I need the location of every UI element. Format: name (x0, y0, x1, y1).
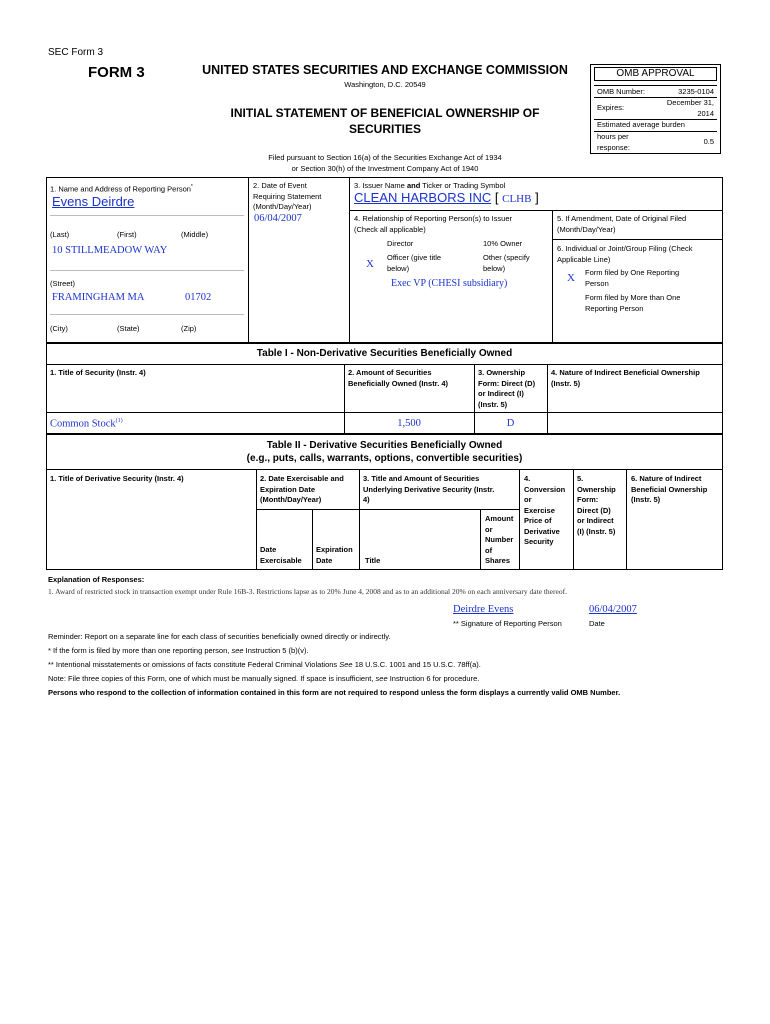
table-2-col-ownership-4: Direct (D) (577, 505, 611, 515)
table-1-col-nature-1: 4. Nature of Indirect Beneficial Ownership (551, 368, 700, 377)
middle-label: (Middle) (181, 230, 209, 239)
other-option (483, 253, 530, 274)
filed-pursuant (150, 153, 620, 174)
amendment-label-1: 5. If Amendment, Date of Original Filed (557, 214, 687, 223)
omb-hours-label-2: response: (597, 142, 630, 152)
issuer-ticker: CLHB (502, 193, 532, 205)
note-star-post: Instruction 5 (b)(v). (243, 646, 309, 655)
omb-expires-value (650, 98, 714, 119)
statement-title-line-1: INITIAL STATEMENT OF BENEFICIAL OWNERSHIP OF (230, 106, 540, 120)
other-option-1: Other (specify (483, 253, 530, 262)
table-2-col-conversion-7: Security (524, 537, 554, 546)
table-2-sub-title: Title (365, 556, 381, 565)
last-label: (Last) (50, 230, 70, 239)
officer-option (387, 253, 441, 274)
table-1-col-ownership-3: or Indirect (I) (478, 389, 524, 398)
omb-expires-value-2: 2014 (697, 108, 714, 118)
omb-hours-value: 0.5 (703, 137, 714, 146)
table-2-col-underlying (363, 474, 494, 506)
table-2-col-dates-1: 2. Date Exercisable and (260, 474, 344, 483)
event-date-value: 06/04/2007 (254, 213, 302, 224)
street-value: 10 STILLMEADOW WAY (52, 245, 168, 256)
table-2-col-ownership-5: or Indirect (577, 516, 614, 525)
omb-respond-note: Persons who respond to the collection of information contained in this form are not required to respond unless the form displays a currently valid OMB Number. (48, 688, 621, 697)
issuer-line (354, 190, 539, 205)
table-1-col-amount (348, 368, 448, 389)
note-file-post: Instruction 6 for procedure. (387, 674, 480, 683)
reporter-asterisk: * (190, 184, 193, 190)
signature-label: ** Signature of Reporting Person (453, 619, 562, 628)
table-2-sub-amt-1: Amount (485, 514, 514, 523)
table-1-col-nature-2: (Instr. 5) (551, 378, 581, 388)
omb-hours-label (597, 132, 630, 153)
one-person-check-mark: X (567, 272, 575, 284)
filed-pursuant-line-1: Filed pursuant to Section 16(a) of the Securities Exchange Act of 1934 (268, 153, 502, 162)
table-row-footnote: (1) (115, 418, 123, 424)
table-2-sub-expiration (316, 545, 353, 566)
explanation-label: Explanation of Responses: (48, 575, 145, 584)
one-person-option (585, 268, 679, 289)
table-2-col-conversion-5: Price of (524, 516, 552, 525)
table-2-col-conversion-6: Derivative (524, 526, 560, 536)
signature-date-label: Date (589, 619, 605, 628)
omb-burden-label: Estimated average burden (597, 120, 685, 129)
table-2-col-nature-1: 6. Nature of Indirect (631, 474, 702, 483)
officer-option-2: below) (387, 263, 410, 273)
table-row-amount: 1,500 (397, 418, 421, 429)
note-dstar-pre: ** Intentional misstatements or omissions of facts constitute Federal Criminal Violations (48, 660, 340, 669)
statement-title (200, 105, 570, 137)
table-2-col-ownership-6: (I) (Instr. 5) (577, 526, 616, 536)
filing-label-1: 6. Individual or Joint/Group Filing (Check (557, 244, 693, 253)
more-person-option (585, 293, 680, 314)
table-2-col-nature-2: Beneficial Ownership (631, 484, 708, 494)
more-person-option-1: Form filed by More than One (585, 293, 681, 302)
table-2-sub-exp-1: Expiration (316, 545, 353, 554)
table-2-col-conversion (524, 474, 565, 548)
table-1-col-ownership-4: (Instr. 5) (478, 399, 508, 409)
commission-location: Washington, D.C. 20549 (344, 80, 426, 89)
table-2-title (46, 439, 723, 465)
reporter-section-text: 1. Name and Address of Reporting Person (50, 184, 191, 194)
table-1-col-ownership-2: Form: Direct (D) (478, 378, 536, 388)
table-2-col-nature (631, 474, 707, 506)
table-2-col-underlying-1: 3. Title and Amount of Securities (363, 474, 480, 483)
one-person-option-1: Form filed by One Reporting (585, 268, 680, 277)
table-1-col-ownership-1: 3. Ownership (478, 368, 526, 377)
ticker-bracket-open: [ (494, 190, 499, 205)
note-file-pre: Note: File three copies of this Form, one of which must be manually signed. If space is insufficient, (48, 674, 376, 683)
criminal-violation-note (48, 660, 481, 671)
table-row-security (50, 418, 123, 430)
multiple-persons-note (48, 646, 309, 657)
note-dstar-post: 18 U.S.C. 1001 and 15 U.S.C. 78ff(a). (352, 660, 481, 669)
table-2-sub-amt-4: of (485, 545, 493, 555)
table-1-col-title: 1. Title of Security (Instr. 4) (50, 368, 146, 377)
relationship-label-2: (Check all applicable) (354, 224, 426, 234)
table-2-col-conversion-4: Exercise (524, 505, 555, 515)
table-2-col-dates-2: Expiration Date (260, 484, 316, 494)
officer-option-1: Officer (give title (387, 253, 442, 262)
table-row-security-text: Common Stock (50, 418, 116, 430)
one-person-option-2: Person (585, 278, 609, 288)
table-1-col-ownership (478, 368, 535, 410)
signature-date: 06/04/2007 (589, 604, 637, 615)
table-2-col-underlying-3: 4) (363, 495, 370, 504)
event-label-2: Requiring Statement (253, 191, 322, 201)
table-2-title-1: Table II - Derivative Securities Beneficially Owned (266, 440, 503, 451)
issuer-label-and: and (406, 181, 421, 190)
note-dstar-see: See (339, 660, 353, 669)
table-1-col-amount-2: Beneficially Owned (Instr. 4) (348, 378, 449, 388)
director-option: Director (387, 239, 414, 248)
street-label: (Street) (50, 279, 76, 288)
omb-number-value: 3235-0104 (678, 87, 714, 96)
other-option-2: below) (483, 263, 506, 273)
table-2-col-ownership-3: Form: (577, 495, 599, 504)
table-2-col-title: 1. Title of Derivative Security (Instr. 4) (50, 474, 184, 483)
table-2-sub-amt-2: or (485, 524, 493, 534)
note-star-pre: * If the form is filed by more than one reporting person, (48, 646, 232, 655)
table-2-col-conversion-2: Conversion (524, 484, 566, 494)
table-2-col-ownership (577, 474, 616, 537)
table-2-sub-date-1: Date (260, 545, 277, 554)
omb-hours-label-1: hours per (597, 132, 629, 141)
issuer-label-pre: 3. Issuer Name (354, 181, 407, 190)
note-file-see: see (375, 674, 388, 683)
sec-form-label: SEC Form 3 (48, 47, 104, 58)
relationship-label-1: 4. Relationship of Reporting Person(s) to Issuer (354, 214, 512, 223)
table-2-col-conversion-3: or (524, 495, 532, 504)
form-number: FORM 3 (88, 64, 145, 81)
file-copies-note (48, 674, 479, 685)
omb-title: OMB APPROVAL (594, 67, 717, 81)
event-label-3: (Month/Day/Year) (253, 202, 312, 211)
statement-title-line-2: SECURITIES (348, 122, 421, 136)
event-date-label (253, 181, 321, 213)
amendment-label-2: (Month/Day/Year) (557, 224, 616, 234)
table-2-sub-amt-5: Shares (485, 556, 511, 565)
issuer-label-post: Ticker or Trading Symbol (420, 181, 506, 190)
ticker-bracket-close: ] (535, 190, 539, 205)
table-2-sub-amount (485, 514, 513, 567)
omb-expires-value-1: December 31, (666, 98, 714, 107)
table-2-col-conversion-1: 4. (524, 474, 531, 483)
officer-check-mark: X (366, 258, 374, 270)
explanation-1: 1. Award of restricted stock in transaction exempt under Rule 16B-3. Restrictions lapse as to 20% June 4, 2008 and as to an additional 20% on each anniversary date thereof. (48, 587, 567, 596)
table-2-col-underlying-2: Underlying Derivative Security (Instr. (363, 484, 495, 494)
table-2-col-nature-3: (Instr. 5) (631, 495, 661, 504)
ten-percent-owner-option: 10% Owner (483, 239, 523, 248)
table-2-sub-date-exercisable (260, 545, 302, 566)
table-2-col-ownership-1: 5. (577, 474, 584, 483)
issuer-name: CLEAN HARBORS INC (354, 190, 492, 205)
reporter-name: Evens Deirdre (52, 194, 135, 209)
event-label-1: 2. Date of Event (253, 181, 307, 190)
officer-title: Exec VP (CHESI subsidiary) (391, 278, 508, 289)
zip-label: (Zip) (181, 324, 197, 333)
table-2-sub-exp-2: Date (316, 555, 333, 565)
city-value: FRAMINGHAM MA (52, 292, 145, 303)
table-row-form: D (506, 418, 515, 429)
amendment-label (557, 214, 686, 235)
zip-value: 01702 (185, 292, 212, 303)
table-1-title: Table I - Non-Derivative Securities Beneficially Owned (256, 348, 513, 359)
table-2-title-2: (e.g., puts, calls, warrants, options, convertible securities) (246, 453, 523, 464)
commission-title: UNITED STATES SECURITIES AND EXCHANGE COMMISSION (202, 63, 568, 77)
omb-number-label: OMB Number: (597, 87, 645, 96)
table-2-col-dates (260, 474, 344, 506)
state-label: (State) (117, 324, 140, 333)
table-1-col-amount-1: 2. Amount of Securities (348, 368, 432, 377)
table-2-col-ownership-2: Ownership (577, 484, 616, 494)
filing-label-2: Applicable Line) (557, 254, 611, 264)
more-person-option-2: Reporting Person (585, 303, 644, 313)
signature-value: Deirdre Evens (453, 604, 514, 615)
table-2-sub-date-2: Exercisable (260, 555, 302, 565)
relationship-label (354, 214, 512, 235)
filed-pursuant-line-2: or Section 30(h) of the Investment Company Act of 1940 (291, 163, 479, 173)
table-2-sub-amt-3: Number (485, 535, 514, 544)
filing-label (557, 244, 692, 265)
table-1-col-nature (551, 368, 700, 389)
table-2-col-dates-3: (Month/Day/Year) (260, 495, 322, 504)
reminder-note: Reminder: Report on a separate line for each class of securities beneficially owned directly or indirectly. (48, 632, 391, 641)
first-label: (First) (117, 230, 137, 239)
omb-expires-label: Expires: (597, 103, 625, 112)
city-label: (City) (50, 324, 68, 333)
note-star-see: see (231, 646, 244, 655)
